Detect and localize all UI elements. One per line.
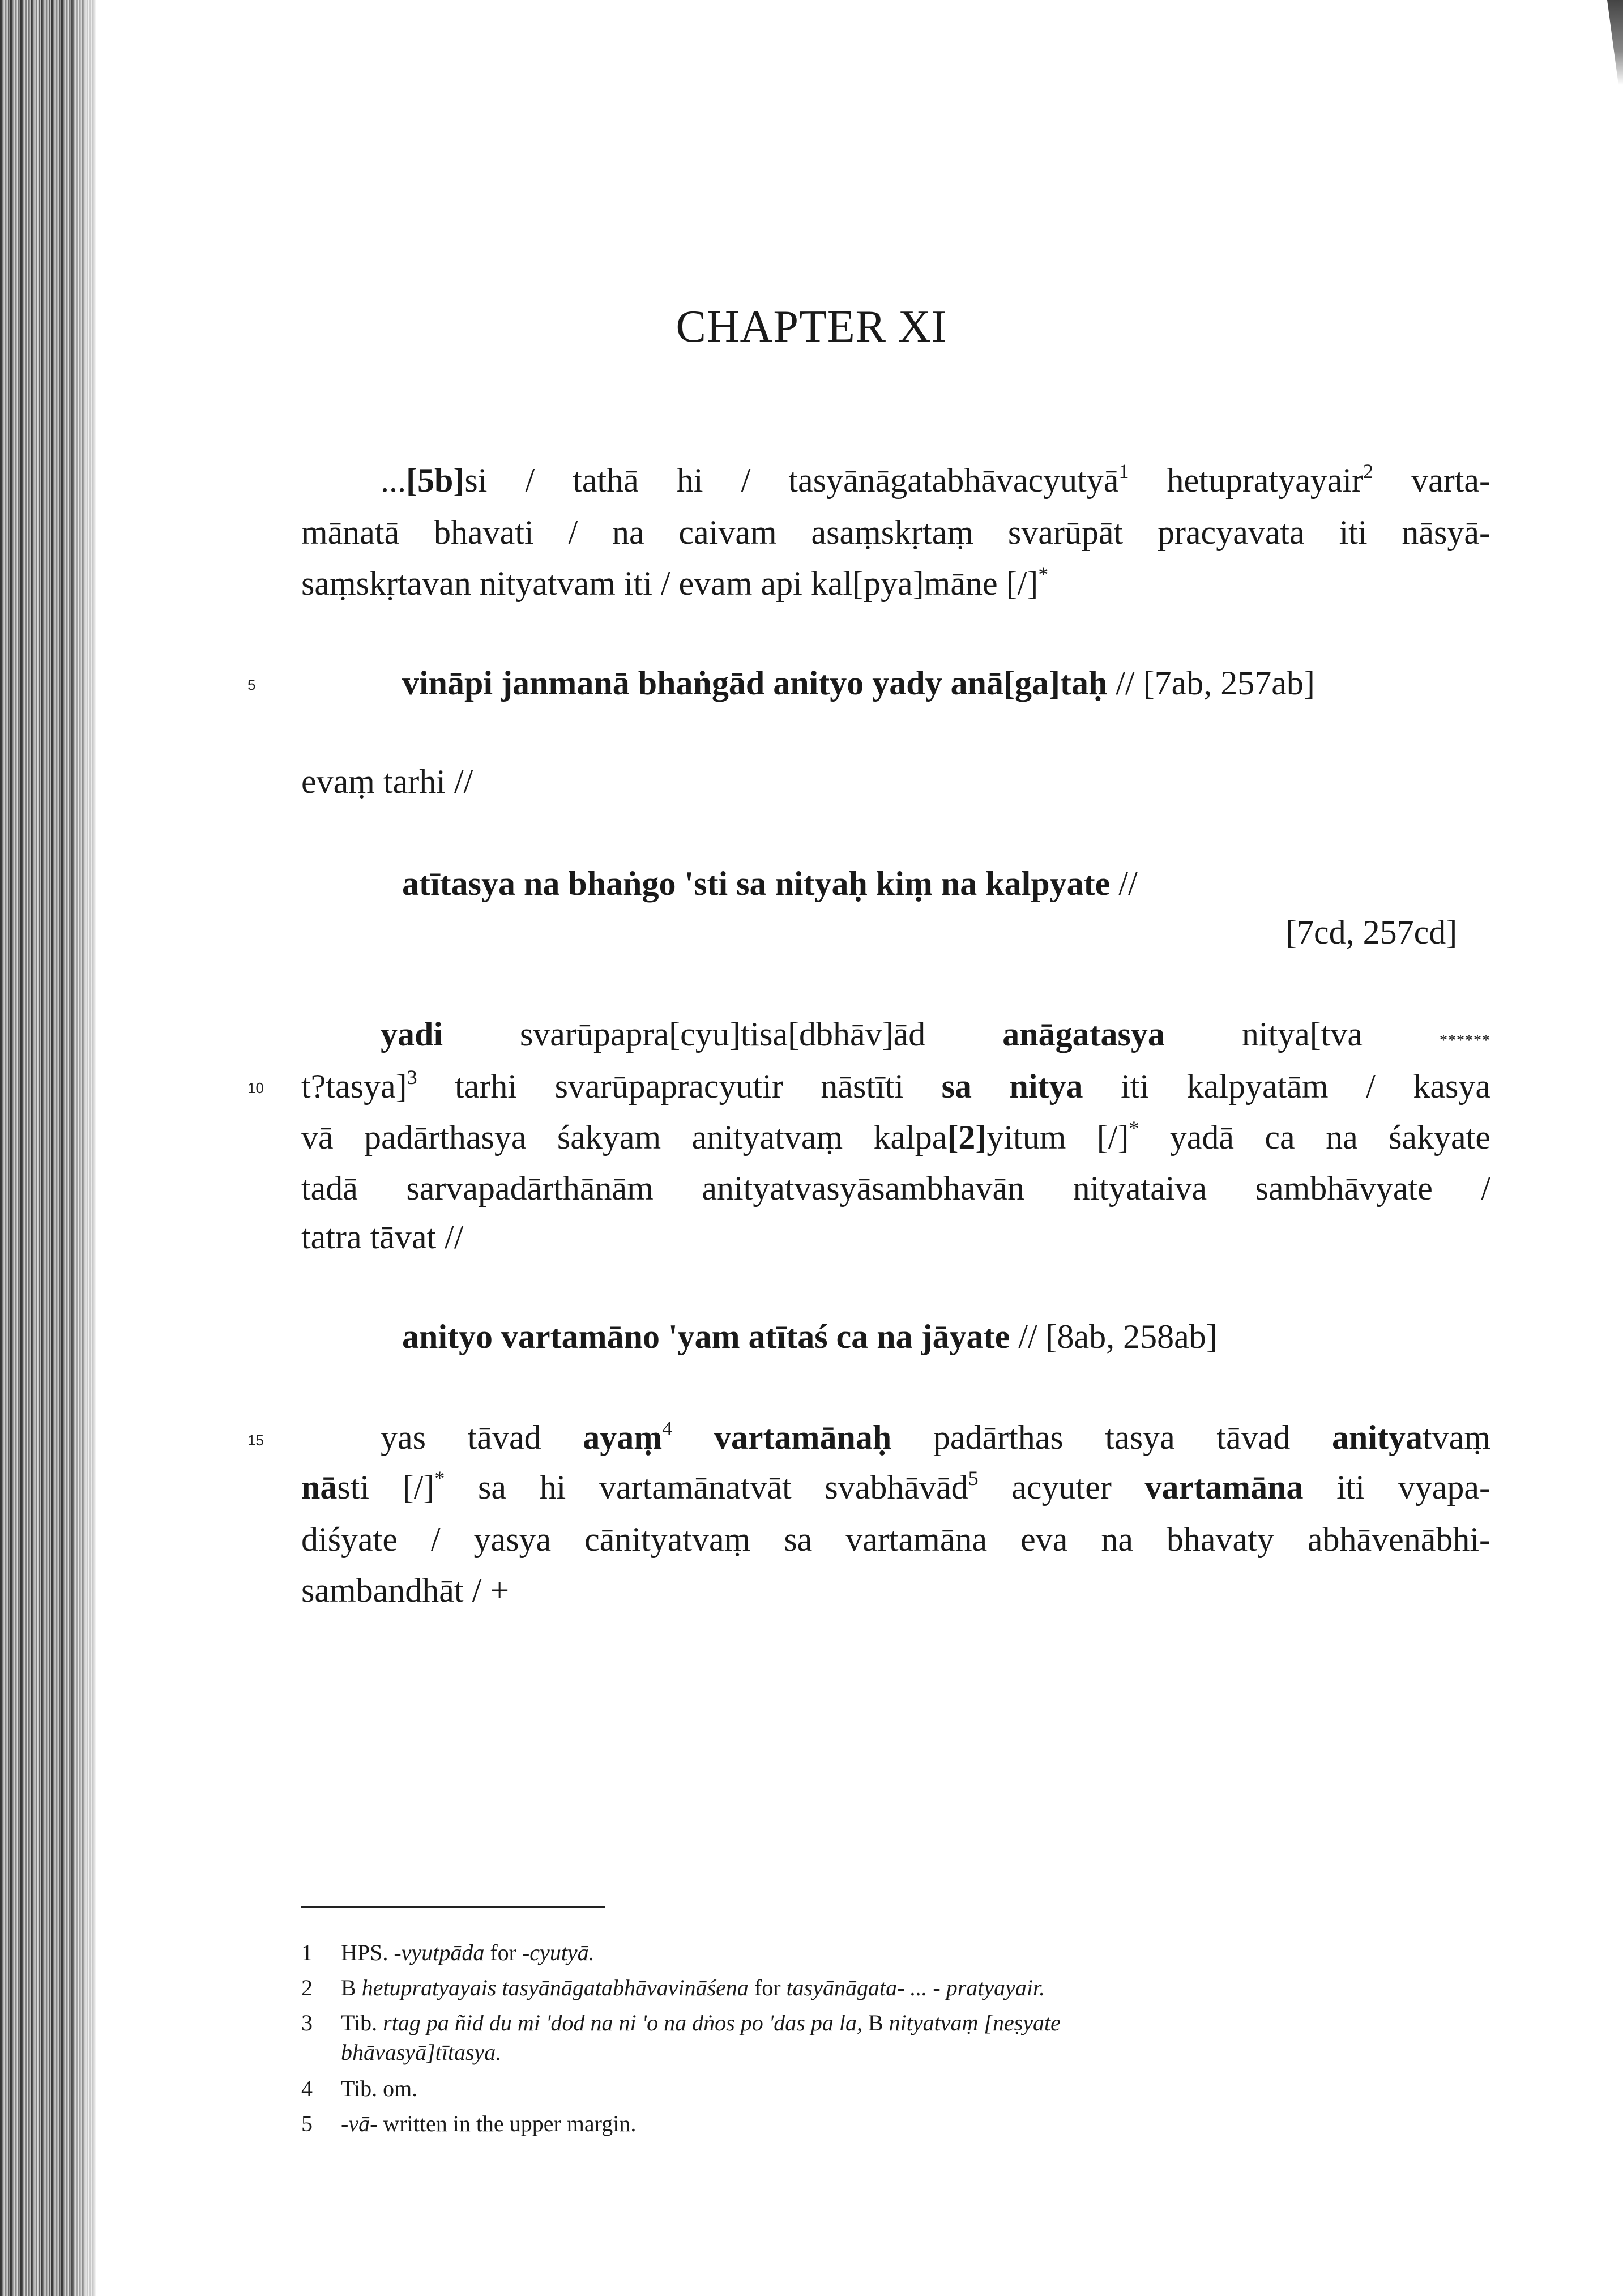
verse-7ab: vināpi janmanā bhaṅgād anityo yady anā[ga]taḥ // [7ab, 257ab]: [402, 664, 1315, 702]
p3-line-5: tatra tāvat //: [301, 1218, 464, 1256]
p3-line-4: tadā sarvapadārthānām anityatvasyāsambhavān nityataiva sambhāvyate /: [301, 1170, 1490, 1207]
footnote-3-cont: bhāvasyā]tītasya.: [341, 2039, 502, 2065]
footnote-1: 1 HPS. -vyutpāda for -cyutyā.: [301, 1940, 595, 1965]
footnote-2: 2 B hetupratyayais tasyānāgatabhāvavināśena for tasyānāgata- ... - pratyayair.: [301, 1975, 1045, 2000]
p1-line-3: saṃskṛtavan nityatvam iti / evam api kal[pya]māne [/]*: [301, 563, 1049, 602]
verse-8ab: anityo vartamāno 'yam atītaś ca na jāyate // [8ab, 258ab]: [402, 1318, 1218, 1355]
p3-line-1: yadi svarūpapra[cyu]tisa[dbhāv]ād anāgatasya nitya[tva ******: [381, 1015, 1490, 1053]
line-number-15: 15: [247, 1432, 264, 1449]
line-number-5: 5: [247, 676, 256, 693]
p1-line-2: mānatā bhavati / na caivam asaṃskṛtaṃ svarūpāt pracyavata iti nāsyā-: [301, 514, 1490, 551]
page-corner-mark: [1600, 0, 1623, 85]
p4-line-2: nāsti [/]* sa hi vartamānatvāt svabhāvād$^5$ acyuter vartamāna iti vyapa-: [301, 1467, 1490, 1506]
p4-line-1: yas tāvad ayaṃ$^4$ vartamānaḥ padārthas tasya tāvad anityatvaṃ: [381, 1417, 1490, 1456]
p3-line-3: vā padārthasya śakyam anityatvaṃ kalpa[2]yitum [/]* yadā ca na śakyate: [301, 1117, 1490, 1156]
verse-7cd: atītasya na bhaṅgo 'sti sa nityaḥ kiṃ na kalpyate //: [402, 865, 1138, 902]
footnote-3: 3 Tib. rtag pa ñid du mi 'dod na ni 'o na dṅos po 'das pa la, B nityatvaṃ [neṣyate: [301, 2010, 1061, 2035]
footnote-rule: [301, 1906, 605, 1908]
footnote-4: 4 Tib. om.: [301, 2076, 418, 2101]
p4-line-3: diśyate / yasya cānityatvaṃ sa vartamāna eva na bhavaty abhāvenābhi-: [301, 1521, 1490, 1558]
p4-line-4: sambandhāt / +: [301, 1572, 510, 1609]
chapter-title: CHAPTER XI: [676, 302, 947, 352]
p1-line-1: ...[5b]si / tathā hi / tasyānāgatabhāvacyutyā$^1$ hetupratyayair$^2$ varta-: [381, 460, 1490, 499]
p3-line-2: t?tasya]$^3$ tarhi svarūpapracyutir nāstīti sa nitya iti kalpyatām / kasya: [301, 1066, 1490, 1105]
footnote-5: 5 -vā- written in the upper margin.: [301, 2111, 637, 2136]
verse-7cd-ref: [7cd, 257cd]: [1285, 914, 1458, 951]
line-number-10: 10: [247, 1079, 264, 1096]
p2-line: evaṃ tarhi //: [301, 763, 473, 800]
